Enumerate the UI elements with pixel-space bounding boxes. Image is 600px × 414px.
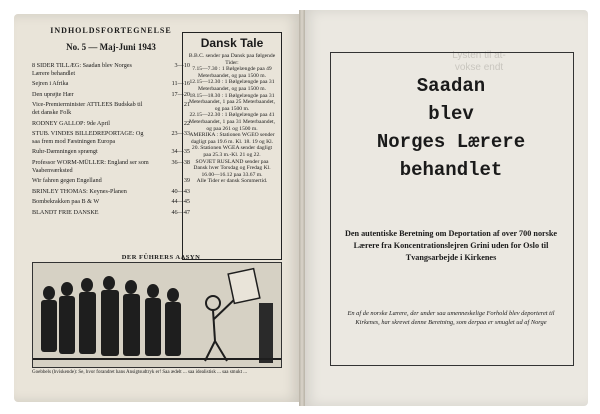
dansk-tale-schedule	[188, 53, 276, 185]
toc-entry-title: Bombekrakken paa B & W	[32, 198, 100, 206]
faded-stamp-text: Lysten til at- vokse endt	[452, 50, 506, 73]
toc-entry-page: 23—33	[171, 130, 190, 138]
toc-entry	[32, 177, 190, 185]
toc-list	[32, 62, 190, 220]
dansk-tale-line: 22.15—22.30 : 1 Bølgelængde paa 41 Meterbaandet, 1 paa 31 Meterbaandet, og paa 261 og 1500 m.	[188, 112, 276, 132]
dansk-tale-line: B.B.C. sender paa Dansk paa følgende Tider:	[188, 53, 276, 66]
dansk-tale-line: 18.15—18.30 : 1 Bølgelængde paa 31 Meterbaandet, 1 paa 25 Meterbaandet, og paa 1500 m.	[188, 92, 276, 112]
toc-entry	[32, 209, 190, 217]
toc-entry-title: Wir fahren gegen Engelland	[32, 177, 102, 185]
toc-entry-title: Professor WORM-MÜLLER: England ser som Vaabenværksted	[32, 158, 149, 174]
toc-entry-page: 34—35	[171, 148, 190, 156]
toc-entry-page: 39	[183, 177, 190, 185]
cover-title-line: Saadan	[416, 75, 486, 97]
cover-note: En af de norske Lærere, der under saa umenneskelige Forhold blev deporteret til Kirkenes, har skrevet denne Beretning, som derpaa er smuglet ud af Norge	[347, 310, 555, 326]
dansk-tale-line: 7.15—7.30 : 1 Bølgelængde paa 49 Meterbaandet, og paa 1500 m.	[192, 66, 272, 79]
dansk-tale-box	[182, 32, 282, 260]
toc-entry-page: 11—16	[171, 80, 190, 88]
toc-entry	[32, 159, 190, 174]
toc-entry-title: Den uprøjte Hær	[32, 90, 74, 98]
cover-title	[330, 72, 572, 184]
toc-entry	[32, 120, 190, 128]
dansk-tale-line: SOVJET RUSLAND sender paa Dansk hver Torsdag og Fredag Kl. 16.00—16.12 paa 33.67 m.	[193, 158, 271, 178]
dansk-tale-line: Alle Tider er dansk Sommertid.	[196, 178, 268, 185]
toc-entry	[32, 130, 190, 145]
toc-entry	[32, 91, 190, 99]
toc-entry	[32, 101, 190, 116]
toc-entry-title: RODNEY GALLOP: 9de April	[32, 119, 110, 127]
cover-title-line: Norges Lærere	[376, 131, 526, 153]
toc-entry-page: 17—20	[171, 90, 190, 98]
cover-title-line: behandlet	[399, 159, 503, 181]
toc-entry-title: 8 SIDER TILLÆG: Saadan blev Norges Lærere behandlet	[32, 62, 132, 77]
dansk-tale-line: 12.15—12.30 : 1 Bølgelængde paa 31 Meterbaandet, og paa 1500 m.	[189, 79, 275, 92]
toc-entry	[32, 198, 190, 206]
booklet-spine	[299, 10, 305, 406]
toc-entry	[32, 148, 190, 156]
cartoon-drawing	[33, 263, 281, 367]
cartoon-heading: DER FÜHRERS AASYN	[121, 254, 201, 261]
toc-entry-title: STUB. VINDES BILLEDREPORTAGE: Og saa frem mod Fæstningen Europa	[32, 130, 144, 145]
toc-entry	[32, 62, 190, 77]
toc-entry-page: 22	[183, 119, 190, 127]
toc-entry-page: 21	[183, 101, 190, 109]
toc-issue: No. 5 — Maj-Juni 1943	[66, 42, 156, 52]
dansk-tale-line: AMERIKA : Stationen WGEO sender dagligt paa 19.6 m. Kl. 18. 19 og Kl. 20. Stationen WGEA sender dagligt paa 25.3 m.-Kl. 21 og 22.	[189, 132, 275, 158]
cover-title-line: blev	[428, 103, 474, 125]
toc-entry-page: 40—43	[171, 187, 190, 195]
toc-heading: INDHOLDSFORTEGNELSE	[50, 26, 172, 35]
toc-entry-page: 46—47	[171, 208, 190, 216]
cartoon-illustration	[32, 262, 282, 368]
toc-entry-page: 3—10	[174, 62, 190, 69]
toc-entry	[32, 80, 190, 88]
toc-entry-page: 44—45	[171, 198, 190, 206]
toc-entry	[32, 188, 190, 196]
cartoon-caption: Goebbels (hviskende): Se, hvor forandret hans Ansigtsudtryk er! Saa ædelt ... saa idealistisk ... saa smukt ...	[32, 370, 247, 375]
toc-entry-title: Sejren i Afrika	[32, 80, 69, 88]
toc-entry-title: Ruhr-Dæmningen sprængt	[32, 148, 98, 156]
dansk-tale-title: Dansk Tale	[200, 36, 264, 50]
toc-entry-title: Vice-Premierminister ATTLEES Budskab til det danske Folk	[32, 101, 143, 116]
cover-subtitle: Den autentiske Beretning om Deportation af over 700 norske Lærere fra Koncentrationslejren Grini uden for Oslo til Tvangsarbejde i Kirkenes	[344, 229, 558, 262]
toc-entry-page: 36—38	[171, 158, 190, 166]
toc-entry-title: BRINLEY THOMAS: Keynes-Planen	[32, 187, 127, 195]
toc-entry-title: BLANDT FRIE DANSKE	[32, 208, 99, 216]
